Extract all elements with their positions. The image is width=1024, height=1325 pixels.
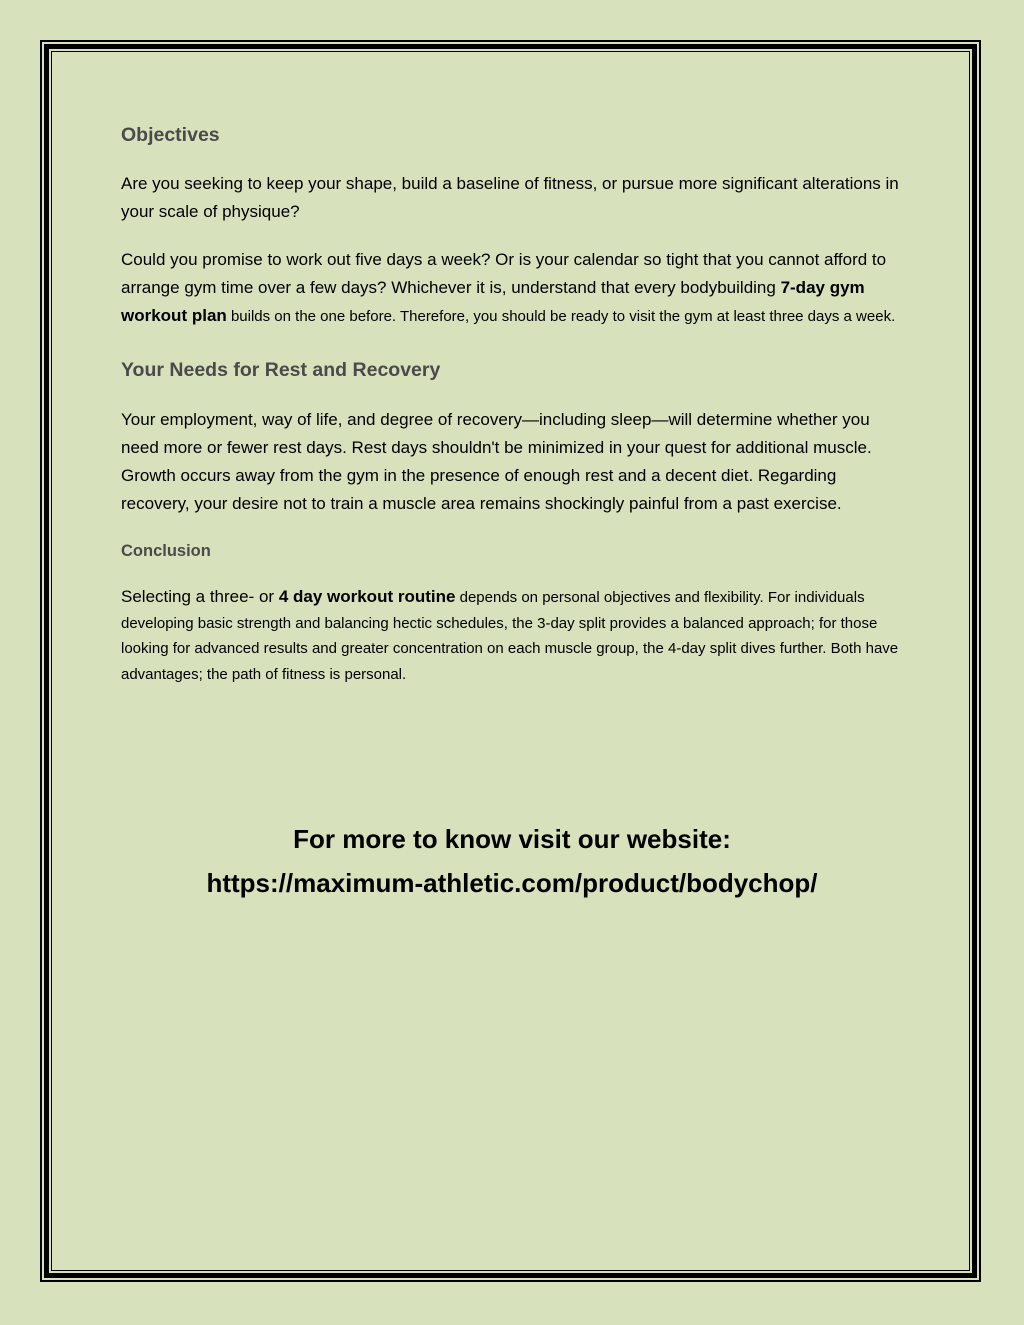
rest-recovery-heading: Your Needs for Rest and Recovery: [121, 359, 441, 381]
objectives-paragraph-2: [121, 246, 906, 331]
objectives-paragraph-2-tail: builds on the one before. Therefore, you should be ready to visit the gym at least three days a week.: [226, 308, 896, 325]
objectives-paragraph-1: Are you seeking to keep your shape, build a baseline of fitness, or pursue more significant alterations in your scale of physique?: [121, 174, 899, 221]
conclusion-paragraph-tail: depends on personal objectives and flexibility. For individuals developing basic strength and balancing hectic schedules, the 3-day split provides a balanced approach; for those looking for advanced results and greater concentration on each muscle group, the 4-day split dives further. Both have advantages; the path of fitness is personal.: [121, 589, 899, 683]
document-body: [121, 118, 906, 687]
website-cta: [60, 817, 964, 905]
rest-recovery-paragraph: Your employment, way of life, and degree of recovery—including sleep—will determine whether you need more or fewer rest days. Rest days shouldn't be minimized in your quest for additional muscle. Growth occurs away from the gym in the presence of enough rest and a decent diet. Regarding recovery, your desire not to train a muscle area remains shockingly painful from a past exercise.: [121, 410, 872, 513]
conclusion-heading: Conclusion: [121, 542, 211, 560]
workout-plan-keyword: 7-day gym workout plan: [121, 278, 865, 325]
workout-routine-keyword: 4 day workout routine: [278, 587, 456, 606]
website-url-link[interactable]: https://maximum-athletic.com/product/bodychop/: [206, 868, 818, 898]
conclusion-paragraph: [121, 584, 906, 687]
cta-line-1: For more to know visit our website:: [293, 824, 731, 854]
objectives-paragraph-2-lead: Could you promise to work out five days a week? Or is your calendar so tight that you cannot afford to arrange gym time over a few days? Whichever it is, understand that every bodybuilding: [121, 250, 887, 297]
conclusion-paragraph-lead: Selecting a three- or: [121, 587, 279, 606]
objectives-heading: Objectives: [121, 124, 220, 146]
